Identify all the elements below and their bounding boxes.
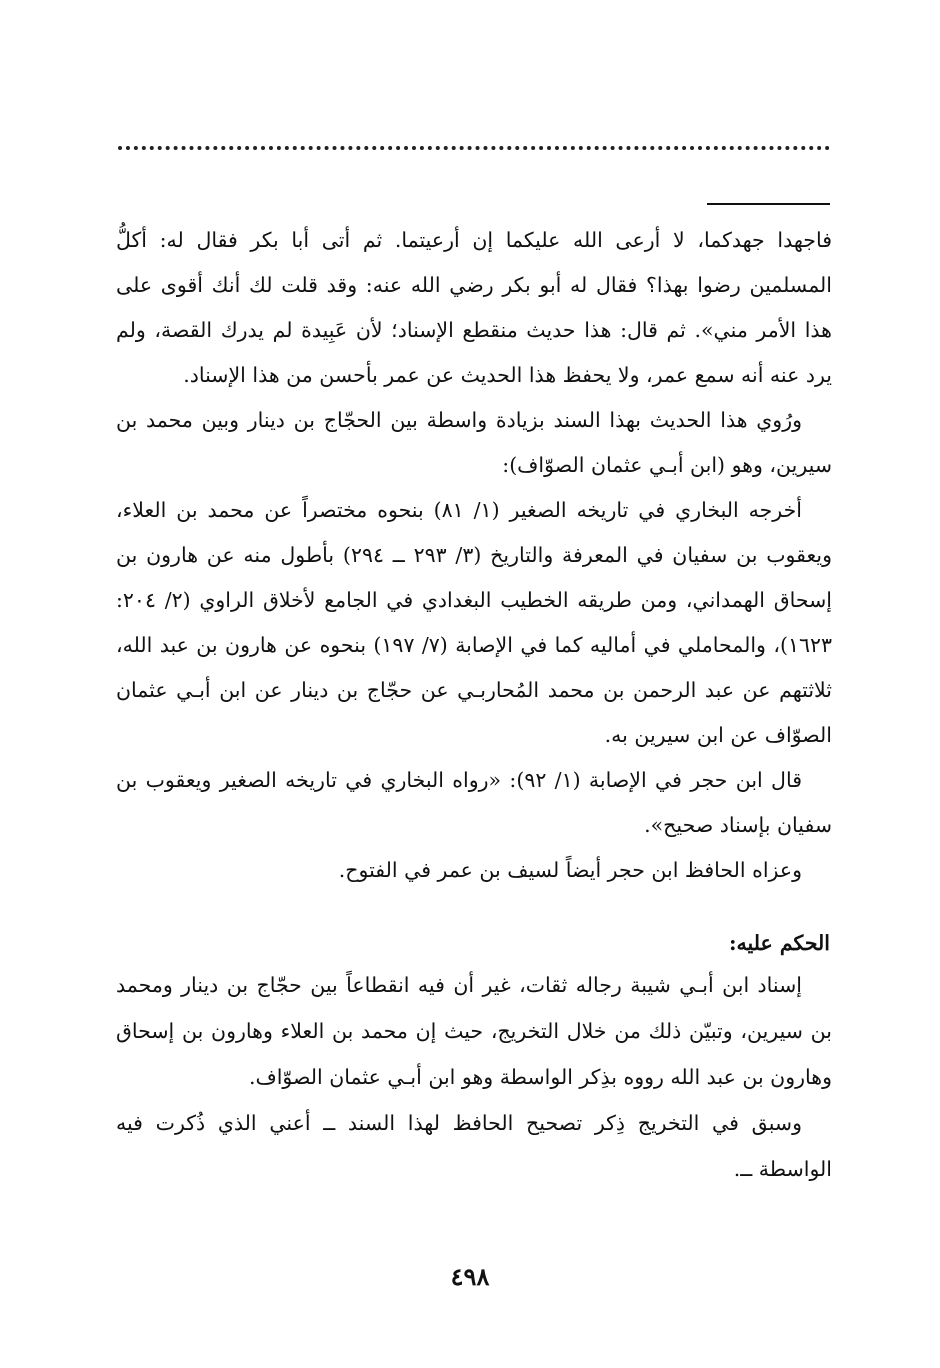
ruling-paragraph-previous-mention: وسبق في التخريج ذِكر تصحيح الحافظ لهذا السند ــ أعني الذي ذُكرت فيه الواسطة ــ.	[116, 1111, 832, 1181]
section-rule	[707, 203, 830, 205]
paragraph-attribution: وعزاه الحافظ ابن حجر أيضاً لسيف بن عمر في الفتوح.	[338, 858, 802, 882]
footnote-continuation-paragraph: فاجهدا جهدكما، لا أرعى الله عليكما إن أرعيتما. ثم أتى أبا بكر فقال له: أكلُّ المسلمين رضوا بهذا؟ فقال له أبو بكر رضي الله عنه: وقد قلت لك أنك أقوى على هذا الأمر مني». ثم قال: هذا حديث منقطع الإسناد؛ لأن عَبِيدة لم يدرك القصة، ولم يرد عنه أنه سمع عمر، ولا يحفظ هذا الحديث عن عمر بأحسن من هذا الإسناد.	[116, 228, 832, 387]
main-text	[116, 218, 832, 893]
page-number: ٤٩٨	[450, 1262, 490, 1291]
ruling-text	[116, 962, 832, 1192]
paragraph-ibn-hajar-quote: قال ابن حجر في الإصابة (١/ ٩٢): «رواه البخاري في تاريخه الصغير ويعقوب بن سفيان بإسناد صحيح».	[116, 768, 832, 837]
ruling-paragraph-chain-assessment: إسناد ابن أبـي شيبة رجاله ثقات، غير أن فيه انقطاعاً بين حجّاج بن دينار ومحمد بن سيرين، وتبيّن ذلك من خلال التخريج، حيث إن محمد بن العلاء وهارون بن إسحاق وهارون بن عبد الله رووه بذِكر الواسطة وهو ابن أبـي عثمان الصوّاف.	[116, 973, 832, 1089]
paragraph-takhrij: أخرجه البخاري في تاريخه الصغير (١/ ٨١) بنحوه مختصراً عن محمد بن العلاء، ويعقوب بن سفيان في المعرفة والتاريخ (٣/ ٢٩٣ ــ ٢٩٤) بأطول منه عن هارون بن إسحاق الهمداني، ومن طريقه الخطيب البغدادي في الجامع لأخلاق الراوي (٢/ ٢٠٤: ١٦٢٣)، والمحاملي في أماليه كما في الإصابة (٧/ ١٩٧) بنحوه عن هارون بن عبد الله، ثلاثتهم عن عبد الرحمن بن محمد المُحاربـي عن حجّاج بن دينار عن ابن أبـي عثمان الصوّاف عن ابن سيرين به.	[116, 498, 832, 747]
paragraph-additional-chain: ورُوي هذا الحديث بهذا السند بزيادة واسطة بين الحجّاج بن دينار وبين محمد بن سيرين، وهو (ابن أبـي عثمان الصوّاف):	[116, 408, 832, 477]
dotted-separator	[118, 146, 830, 150]
section-heading: الحكم عليه:	[728, 931, 830, 955]
